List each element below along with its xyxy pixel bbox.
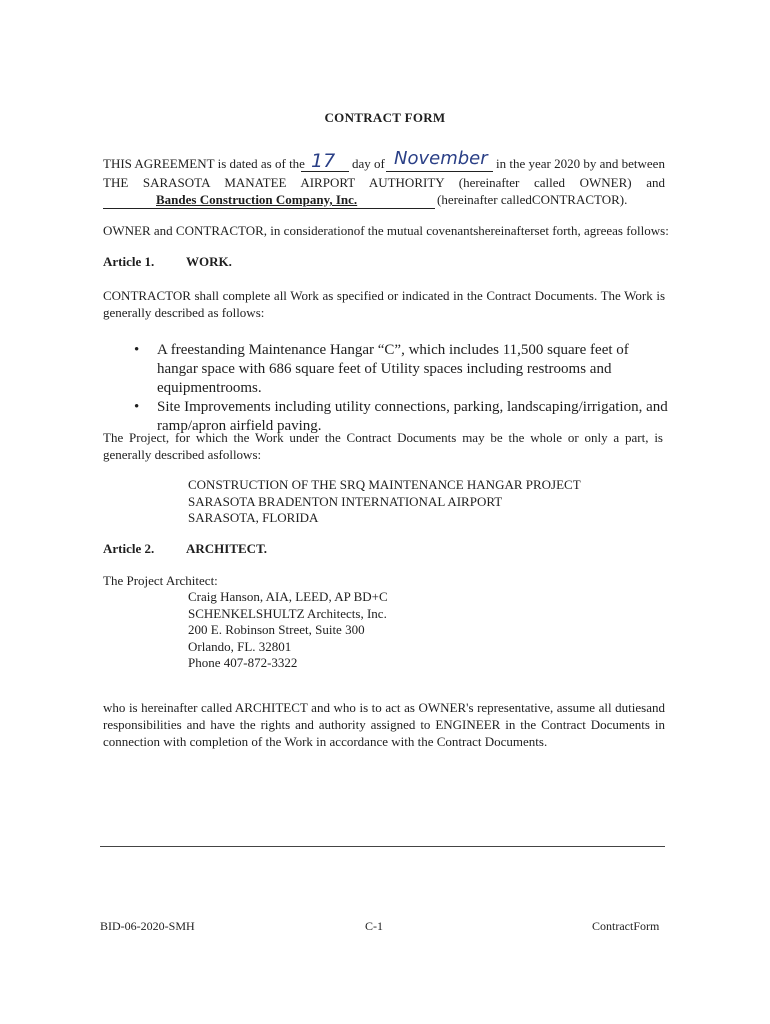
project-line: SARASOTA, FLORIDA — [188, 510, 319, 525]
project-line: SARASOTA BRADENTON INTERNATIONAL AIRPORT — [188, 493, 503, 509]
article1-intro: CONTRACTOR shall complete all Work as specified or indicated in the Contract Documents. The Work is generally described as follows: — [103, 288, 665, 320]
architect-closing: who is hereinafter called ARCHITECT and who is to act as OWNER's representative, assume all dutiesand responsibilities and have the rights and authority assigned to ENGINEER in the Contract Documents in connection with completion of the Work in accordance with the Contract Documents. — [103, 700, 665, 749]
agreement-prefix: THIS AGREEMENT is dated as of the — [103, 156, 305, 171]
project-line: CONSTRUCTION OF THE SRQ MAINTENANCE HANGAR PROJECT — [188, 477, 581, 492]
month-blank — [386, 171, 493, 172]
contractor-name: Bandes Construction Company, Inc. — [156, 192, 358, 207]
article1-heading: WORK. — [186, 254, 232, 269]
architect-intro: The Project Architect: — [103, 573, 218, 588]
article1-number: Article 1. — [103, 254, 155, 269]
footer-doc-id: BID-06-2020-SMH — [100, 919, 195, 933]
architect-address — [188, 589, 388, 672]
handwritten-day: 17 — [311, 150, 336, 172]
project-title-block — [188, 477, 581, 527]
article2-number: Article 2. — [103, 541, 155, 556]
address-line: Orlando, FL. 32801 — [188, 638, 292, 654]
agreement-year: in the year 2020 by and between — [496, 156, 665, 171]
agreement-day-of: day of — [352, 156, 385, 171]
list-item: • Site Improvements including utility connections, parking, landscaping/irrigation, and ramp/apron airfield paving. — [130, 398, 670, 436]
project-description: The Project, for which the Work under the Contract Documents may be the whole or only a part, is generally described asfollows: — [103, 430, 663, 462]
address-line: Phone 407-872-3322 — [188, 655, 298, 670]
address-line: SCHENKELSHULTZ Architects, Inc. — [188, 605, 387, 621]
address-line: Craig Hanson, AIA, LEED, AP BD+C — [188, 589, 388, 604]
footer-divider — [100, 846, 665, 847]
handwritten-month: November — [394, 148, 488, 169]
list-item: • A freestanding Maintenance Hangar “C”, which includes 11,500 square feet of hangar space with 686 square feet of Utility spaces including restrooms and equipmentrooms. — [130, 341, 670, 398]
footer-section-name: ContractForm — [592, 919, 660, 933]
article2-heading: ARCHITECT. — [186, 541, 268, 556]
page-title: CONTRACT FORM — [324, 110, 446, 125]
work-bullet-list — [130, 341, 670, 436]
contractor-suffix: (hereinafter calledCONTRACTOR). — [437, 192, 628, 207]
agreement-parties-line: THE SARASOTA MANATEE AIRPORT AUTHORITY (hereinafter called OWNER) and — [103, 175, 665, 190]
address-line: 200 E. Robinson Street, Suite 300 — [188, 622, 365, 637]
footer-page-number: C-1 — [365, 919, 383, 933]
owner-statement: OWNER and CONTRACTOR, in considerationof the mutual covenantshereinafterset forth, agreeas follows: — [103, 223, 669, 238]
